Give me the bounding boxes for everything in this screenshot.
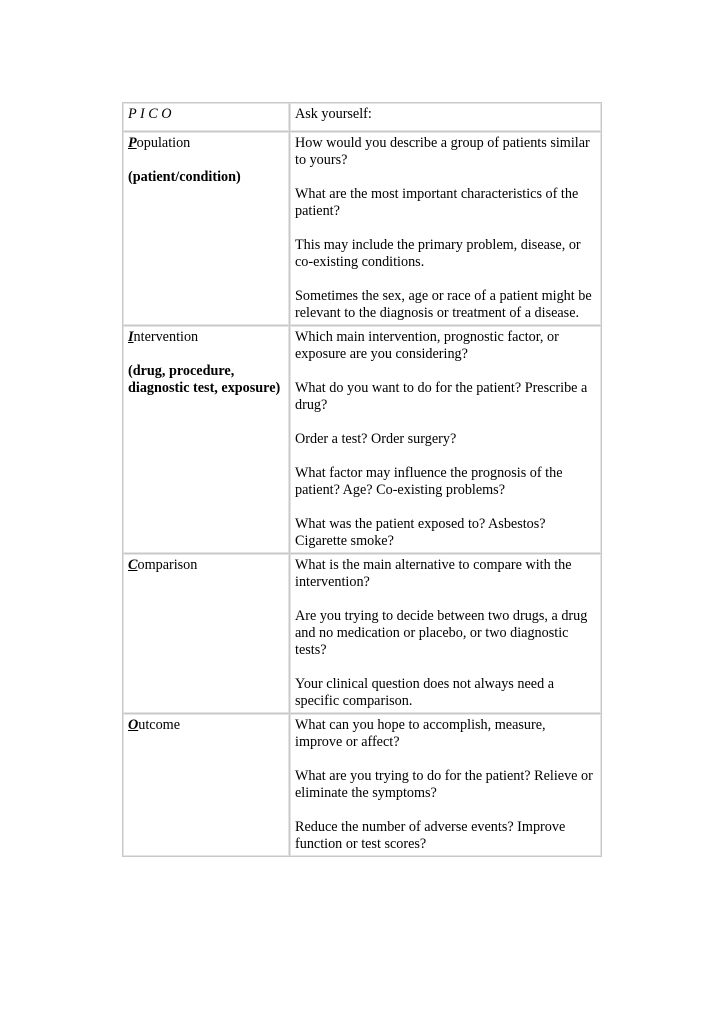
- outcome-label-cell: [123, 714, 290, 857]
- question: What is the main alternative to compare with the intervention?: [295, 557, 572, 590]
- outcome-questions: [290, 714, 602, 857]
- question: How would you describe a group of patients similar to yours?: [295, 135, 590, 168]
- intervention-subtitle: (drug, procedure, diagnostic test, exposure): [128, 363, 281, 396]
- question: Are you trying to decide between two drugs, a drug and no medication or placebo, or two diagnostic tests?: [295, 608, 588, 658]
- question: Reduce the number of adverse events? Improve function or test scores?: [295, 819, 566, 852]
- comparison-questions: [290, 554, 602, 714]
- population-label-cell: [123, 132, 290, 326]
- header-ask-yourself: Ask yourself:: [290, 103, 602, 132]
- intervention-term: [128, 329, 284, 346]
- question: What factor may influence the prognosis of the patient? Age? Co-existing problems?: [295, 465, 563, 498]
- question: This may include the primary problem, disease, or co-existing conditions.: [295, 237, 581, 270]
- population-term: [128, 135, 284, 152]
- table-row-population: [123, 132, 602, 326]
- table-header-row: [123, 103, 602, 132]
- comparison-rest: omparison: [137, 557, 198, 573]
- intervention-initial: I: [128, 329, 134, 345]
- intervention-questions: [290, 326, 602, 554]
- population-rest: opulation: [136, 135, 191, 151]
- population-initial: P: [128, 135, 137, 151]
- population-subtitle: (patient/condition): [128, 169, 241, 185]
- question: What are you trying to do for the patient? Relieve or eliminate the symptoms?: [295, 768, 593, 801]
- intervention-rest: ntervention: [133, 329, 199, 345]
- intervention-label-cell: [123, 326, 290, 554]
- question: Which main intervention, prognostic factor, or exposure are you considering?: [295, 329, 559, 362]
- table-row-outcome: [123, 714, 602, 857]
- pico-table: [122, 102, 602, 857]
- outcome-term: [128, 717, 284, 734]
- question: Sometimes the sex, age or race of a patient might be relevant to the diagnosis or treatment of a disease.: [295, 288, 592, 321]
- question: What was the patient exposed to? Asbestos? Cigarette smoke?: [295, 516, 546, 549]
- population-questions: [290, 132, 602, 326]
- table-row-comparison: [123, 554, 602, 714]
- table-row-intervention: [123, 326, 602, 554]
- outcome-rest: utcome: [138, 717, 181, 733]
- question: What are the most important characteristics of the patient?: [295, 186, 579, 219]
- question: Order a test? Order surgery?: [295, 431, 457, 447]
- outcome-initial: O: [128, 717, 139, 733]
- question: What can you hope to accomplish, measure, improve or affect?: [295, 717, 546, 750]
- comparison-term: [128, 557, 284, 574]
- comparison-initial: C: [128, 557, 138, 573]
- question: Your clinical question does not always need a specific comparison.: [295, 676, 555, 709]
- question: What do you want to do for the patient? Prescribe a drug?: [295, 380, 588, 413]
- comparison-label-cell: [123, 554, 290, 714]
- header-pico: P I C O: [123, 103, 290, 132]
